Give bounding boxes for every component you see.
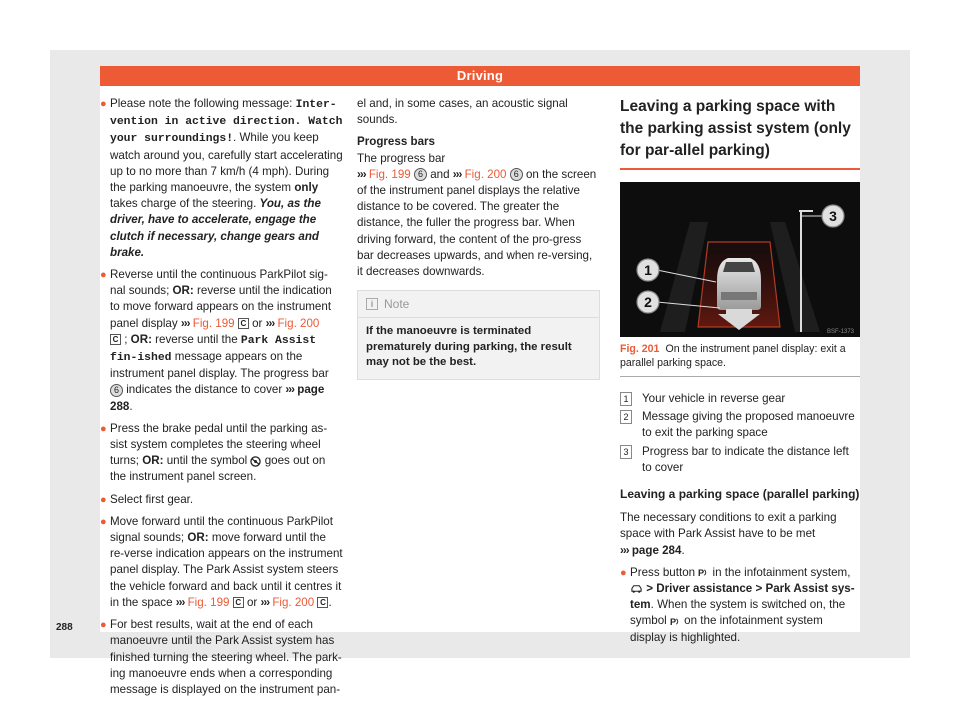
list-item xyxy=(100,421,343,486)
list-item xyxy=(100,96,343,261)
paragraph xyxy=(357,151,600,281)
text: The necessary conditions to exit a parking space with Park Assist have to be met xyxy=(620,511,837,541)
caption-text: On the instrument panel display: exit a parallel parking space. xyxy=(620,343,846,369)
steering-symbol-icon xyxy=(250,456,261,467)
display-message: Park Assist fin-ished xyxy=(110,334,317,365)
bullet-icon: ● xyxy=(100,619,107,632)
fig-199-link[interactable]: Fig. 199 xyxy=(187,595,230,609)
text: message appears on the instrument panel display. The progress bar xyxy=(110,350,329,381)
subsection-title: Leaving a parking space (parallel parking) xyxy=(620,487,860,502)
bullet-icon: ● xyxy=(100,515,107,528)
box-c-label: C xyxy=(110,334,121,345)
parking-assist-icon xyxy=(698,567,709,578)
fig-200-link[interactable]: Fig. 200 xyxy=(277,316,320,330)
note-title: Note xyxy=(384,297,410,312)
text: until the symbol xyxy=(163,454,251,468)
ref-arrow: ››› xyxy=(285,383,294,397)
box-c-label: C xyxy=(238,318,249,329)
or-label: OR: xyxy=(142,454,164,468)
text: or xyxy=(248,316,266,330)
paragraph: el and, in some cases, an acoustic signal sounds. xyxy=(357,97,568,127)
text: or xyxy=(243,595,261,609)
text: . xyxy=(328,595,332,609)
text: Please note the following message: xyxy=(110,97,296,110)
car-menu-icon xyxy=(630,583,643,594)
text: in the infotainment system, xyxy=(709,565,851,579)
text: The progress bar xyxy=(357,151,446,165)
page-288-link[interactable]: page 288 xyxy=(110,383,325,413)
header-title: Driving xyxy=(456,68,504,83)
callout-6: 6 xyxy=(510,168,523,181)
text: Reverse until the continuous ParkPilot sig-nal sounds; xyxy=(110,268,328,298)
ref-arrow: ››› xyxy=(175,595,185,609)
figure-201 xyxy=(620,182,860,337)
text: ; xyxy=(121,332,131,346)
ref-arrow: ››› xyxy=(265,316,275,330)
vehicle-icon xyxy=(717,258,761,310)
or-label: OR: xyxy=(187,531,209,545)
legend-item xyxy=(620,409,860,441)
column-right xyxy=(620,96,860,652)
text: reverse until the xyxy=(151,332,241,346)
progress-bars-heading: Progress bars xyxy=(357,135,435,149)
text: Press button xyxy=(630,565,699,579)
or-label: OR: xyxy=(172,284,194,298)
text: reverse until the indication to move forward appears on the instrument panel display xyxy=(110,284,332,330)
fig-200-link[interactable]: Fig. 200 xyxy=(464,167,507,181)
callout-6: 6 xyxy=(110,384,123,397)
text: . xyxy=(681,543,685,557)
text: move forward until the re-verse indication appears on the instrument panel display. The Park Assist system steers the vehicle forward and back until it centres it in the space xyxy=(110,531,343,609)
fig-label-2: 2 xyxy=(644,294,652,310)
menu-path: > Driver assistance > Park Assist sys-tem xyxy=(630,582,855,612)
text: on the infotainment system display is highlighted. xyxy=(630,614,823,644)
page-number: 288 xyxy=(56,622,73,633)
section-title: Leaving a parking space with the parking assist system (only for par-allel parking) xyxy=(620,96,860,170)
text: . While you keep watch around you, carefully start accelerating up to no more than 7 km/h (4 mph). During the parking manoeuvre, the system xyxy=(110,131,343,195)
legend-item xyxy=(620,444,860,476)
bullet-icon: ● xyxy=(100,422,107,435)
figure-code: BSF-1373 xyxy=(826,329,854,335)
list-item xyxy=(100,267,343,415)
display-message: Inter-vention in active direction. Watch your surroundings! xyxy=(110,99,343,146)
svg-text:P: P xyxy=(698,568,705,579)
column-middle xyxy=(357,96,600,380)
page-284-link[interactable]: page 284 xyxy=(631,543,682,557)
text: . xyxy=(129,399,133,413)
legend-num: 3 xyxy=(620,445,632,459)
warning-text: You, as the driver, have to accelerate, engage the clutch if necessary, change gears and brake. xyxy=(110,197,321,259)
info-icon: i xyxy=(366,298,378,310)
instrument-panel-illustration xyxy=(620,182,860,337)
list-item xyxy=(100,514,343,611)
note-header xyxy=(358,291,599,318)
ref-arrow: ››› xyxy=(357,167,366,181)
list-item xyxy=(100,617,343,698)
bullet-icon: ● xyxy=(100,493,107,506)
legend-num: 2 xyxy=(620,410,632,424)
box-c-label: C xyxy=(233,597,244,608)
parking-assist-icon xyxy=(670,616,681,627)
list-item xyxy=(620,565,860,646)
column-left xyxy=(100,96,343,704)
legend-item xyxy=(620,391,860,407)
callout-6: 6 xyxy=(414,168,427,181)
ref-arrow: ››› xyxy=(620,543,629,557)
legend-text: Message giving the proposed manoeuvre to exit the parking space xyxy=(642,410,855,440)
text: goes out on the instrument panel screen. xyxy=(110,454,326,484)
text: and xyxy=(426,167,453,181)
bullet-icon: ● xyxy=(620,566,627,579)
text: . When the system is switched on, the symbol xyxy=(630,598,846,628)
box-c-label: C xyxy=(317,597,328,608)
ref-arrow: ››› xyxy=(180,316,190,330)
fig-200-link[interactable]: Fig. 200 xyxy=(272,595,315,609)
page-header xyxy=(100,66,860,86)
text: on the screen of the instrument panel displays the relative distance to be covered. The greater the distance, the fuller the progress bar. When driving forward, the content of the pro-gress bar decreases upwards, and when re-versing, it decreases downwards. xyxy=(357,167,597,279)
note-body: If the manoeuvre is terminated prematurely during parking, the result may not be the best. xyxy=(366,325,572,369)
figure-legend xyxy=(620,391,860,476)
caption-number: Fig. 201 xyxy=(620,343,660,355)
bullet-icon: ● xyxy=(100,269,107,282)
fig-199-link[interactable]: Fig. 199 xyxy=(192,316,235,330)
text: Move forward until the continuous ParkPilot signal sounds; xyxy=(110,514,333,545)
bullet-icon: ● xyxy=(100,98,107,110)
fig-label-1: 1 xyxy=(644,262,652,278)
ref-arrow: ››› xyxy=(452,167,462,181)
list-item xyxy=(100,492,343,508)
text: Press the brake pedal until the parking as-sist system completes the steering wheel turns; xyxy=(110,421,328,468)
legend-text: Your vehicle in reverse gear xyxy=(642,392,786,405)
note-box xyxy=(357,290,600,380)
text: For best results, wait at the end of each manoeuvre until the Park Assist system has finished turning the steering wheel. The park-ing manoeuvre ends when a corresponding message is displayed on the instrument pan- xyxy=(110,618,342,696)
ref-arrow: ››› xyxy=(260,595,270,609)
legend-text: Progress bar to indicate the distance left to cover xyxy=(642,444,849,474)
text: Select first gear. xyxy=(110,492,194,506)
paragraph xyxy=(620,510,860,559)
figure-caption xyxy=(620,343,860,377)
fig-199-link[interactable]: Fig. 199 xyxy=(368,167,411,181)
fig-label-3: 3 xyxy=(829,208,837,224)
text: indicates the distance to cover xyxy=(123,383,286,397)
text-bold: only xyxy=(294,181,319,195)
svg-text:P: P xyxy=(669,617,677,627)
legend-num: 1 xyxy=(620,392,632,406)
text: takes charge of the steering. xyxy=(110,197,260,211)
or-label: OR: xyxy=(130,332,152,346)
